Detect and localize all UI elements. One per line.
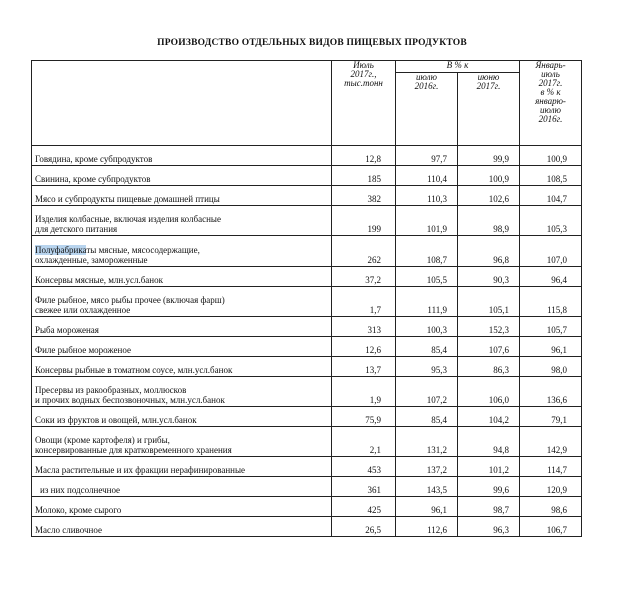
header-blank-cell [32, 61, 332, 146]
value-vs-june-2017: 100,9 [458, 166, 520, 186]
header-june-2017: июню 2017г. [458, 73, 520, 146]
value-jan-jul: 136,6 [520, 377, 582, 407]
header-jan-jul: Январь- июль 2017г. в % к январю- июлю 2016г. [520, 61, 582, 146]
value-vs-july-2016: 85,4 [396, 337, 458, 357]
value-july-2017: 2,1 [332, 427, 396, 457]
value-vs-july-2016: 137,2 [396, 457, 458, 477]
value-vs-june-2017: 102,6 [458, 186, 520, 206]
value-vs-june-2017: 99,9 [458, 146, 520, 166]
table-row [32, 497, 582, 517]
value-vs-june-2017: 105,1 [458, 287, 520, 317]
table-row [32, 186, 582, 206]
value-vs-july-2016: 101,9 [396, 206, 458, 236]
value-july-2017: 361 [332, 477, 396, 497]
table-row [32, 477, 582, 497]
value-jan-jul: 142,9 [520, 427, 582, 457]
value-july-2017: 37,2 [332, 267, 396, 287]
value-july-2017: 382 [332, 186, 396, 206]
value-jan-jul: 79,1 [520, 407, 582, 427]
value-vs-july-2016: 112,6 [396, 517, 458, 537]
value-jan-jul: 98,6 [520, 497, 582, 517]
value-july-2017: 12,8 [332, 146, 396, 166]
value-vs-june-2017: 101,2 [458, 457, 520, 477]
product-name: Говядина, кроме субпродуктов [32, 146, 332, 166]
product-name: Свинина, кроме субпродуктов [32, 166, 332, 186]
value-july-2017: 1,9 [332, 377, 396, 407]
value-vs-july-2016: 85,4 [396, 407, 458, 427]
value-vs-june-2017: 86,3 [458, 357, 520, 377]
value-vs-june-2017: 104,2 [458, 407, 520, 427]
table-row [32, 236, 582, 267]
value-vs-june-2017: 90,3 [458, 267, 520, 287]
value-jan-jul: 107,0 [520, 236, 582, 267]
value-july-2017: 453 [332, 457, 396, 477]
value-vs-july-2016: 97,7 [396, 146, 458, 166]
value-vs-july-2016: 110,3 [396, 186, 458, 206]
value-jan-jul: 106,7 [520, 517, 582, 537]
table-row [32, 407, 582, 427]
table-row [32, 317, 582, 337]
value-july-2017: 13,7 [332, 357, 396, 377]
product-name: Консервы рыбные в томатном соусе, млн.усл.банок [32, 357, 332, 377]
product-name: Филе рыбное, мясо рыбы прочее (включая фарш) свежее или охлажденное [32, 287, 332, 317]
value-july-2017: 313 [332, 317, 396, 337]
value-july-2017: 425 [332, 497, 396, 517]
table-row [32, 267, 582, 287]
product-name: Рыба мороженая [32, 317, 332, 337]
value-vs-june-2017: 98,9 [458, 206, 520, 236]
value-vs-july-2016: 96,1 [396, 497, 458, 517]
value-jan-jul: 108,5 [520, 166, 582, 186]
value-jan-jul: 114,7 [520, 457, 582, 477]
table-row [32, 206, 582, 236]
header-july-2016: июлю 2016г. [396, 73, 458, 146]
value-vs-june-2017: 96,8 [458, 236, 520, 267]
value-vs-june-2017: 152,3 [458, 317, 520, 337]
value-vs-june-2017: 106,0 [458, 377, 520, 407]
product-name: Филе рыбное мороженое [32, 337, 332, 357]
value-jan-jul: 96,1 [520, 337, 582, 357]
value-vs-june-2017: 94,8 [458, 427, 520, 457]
value-july-2017: 1,7 [332, 287, 396, 317]
page-title: ПРОИЗВОДСТВО ОТДЕЛЬНЫХ ВИДОВ ПИЩЕВЫХ ПРОДУКТОВ [157, 38, 467, 48]
value-jan-jul: 96,4 [520, 267, 582, 287]
product-name: Пресервы из ракообразных, моллюсков и прочих водных беспозвоночных, млн.усл.банок [32, 377, 332, 407]
value-vs-july-2016: 111,9 [396, 287, 458, 317]
value-jan-jul: 100,9 [520, 146, 582, 166]
value-vs-july-2016: 108,7 [396, 236, 458, 267]
product-name: из них подсолнечное [32, 477, 332, 497]
value-july-2017: 75,9 [332, 407, 396, 427]
value-vs-june-2017: 96,3 [458, 517, 520, 537]
value-vs-july-2016: 131,2 [396, 427, 458, 457]
product-name: Полуфабрикаты мясные, мясосодержащие, охлажденные, замороженные [32, 236, 332, 267]
value-july-2017: 26,5 [332, 517, 396, 537]
value-july-2017: 262 [332, 236, 396, 267]
table-row [32, 146, 582, 166]
value-vs-june-2017: 99,6 [458, 477, 520, 497]
value-jan-jul: 115,8 [520, 287, 582, 317]
value-vs-june-2017: 107,6 [458, 337, 520, 357]
product-name: Овощи (кроме картофеля) и грибы, консервированные для кратковременного хранения [32, 427, 332, 457]
table-row [32, 377, 582, 407]
product-name: Консервы мясные, млн.усл.банок [32, 267, 332, 287]
value-vs-july-2016: 105,5 [396, 267, 458, 287]
value-jan-jul: 98,0 [520, 357, 582, 377]
value-july-2017: 12,6 [332, 337, 396, 357]
table-row [32, 457, 582, 477]
table-row [32, 337, 582, 357]
value-july-2017: 185 [332, 166, 396, 186]
header-july-2017: Июль 2017г., тыс.тонн [332, 61, 396, 146]
value-vs-july-2016: 143,5 [396, 477, 458, 497]
table-row [32, 287, 582, 317]
text-selection-highlight[interactable]: Полуфабрика [35, 245, 87, 255]
value-vs-july-2016: 100,3 [396, 317, 458, 337]
value-vs-july-2016: 110,4 [396, 166, 458, 186]
value-jan-jul: 120,9 [520, 477, 582, 497]
product-name: Соки из фруктов и овощей, млн.усл.банок [32, 407, 332, 427]
value-jan-jul: 105,3 [520, 206, 582, 236]
value-vs-june-2017: 98,7 [458, 497, 520, 517]
table-row [32, 517, 582, 537]
value-jan-jul: 105,7 [520, 317, 582, 337]
value-vs-july-2016: 95,3 [396, 357, 458, 377]
product-name: Масла растительные и их фракции нерафинированные [32, 457, 332, 477]
table-row [32, 166, 582, 186]
table-row [32, 427, 582, 457]
value-vs-july-2016: 107,2 [396, 377, 458, 407]
value-jan-jul: 104,7 [520, 186, 582, 206]
food-production-table [31, 60, 582, 537]
product-name: Молоко, кроме сырого [32, 497, 332, 517]
table-row [32, 357, 582, 377]
product-name: Мясо и субпродукты пищевые домашней птицы [32, 186, 332, 206]
product-name: Масло сливочное [32, 517, 332, 537]
product-name: Изделия колбасные, включая изделия колбасные для детского питания [32, 206, 332, 236]
header-percent-group: В % к [396, 61, 520, 73]
value-july-2017: 199 [332, 206, 396, 236]
